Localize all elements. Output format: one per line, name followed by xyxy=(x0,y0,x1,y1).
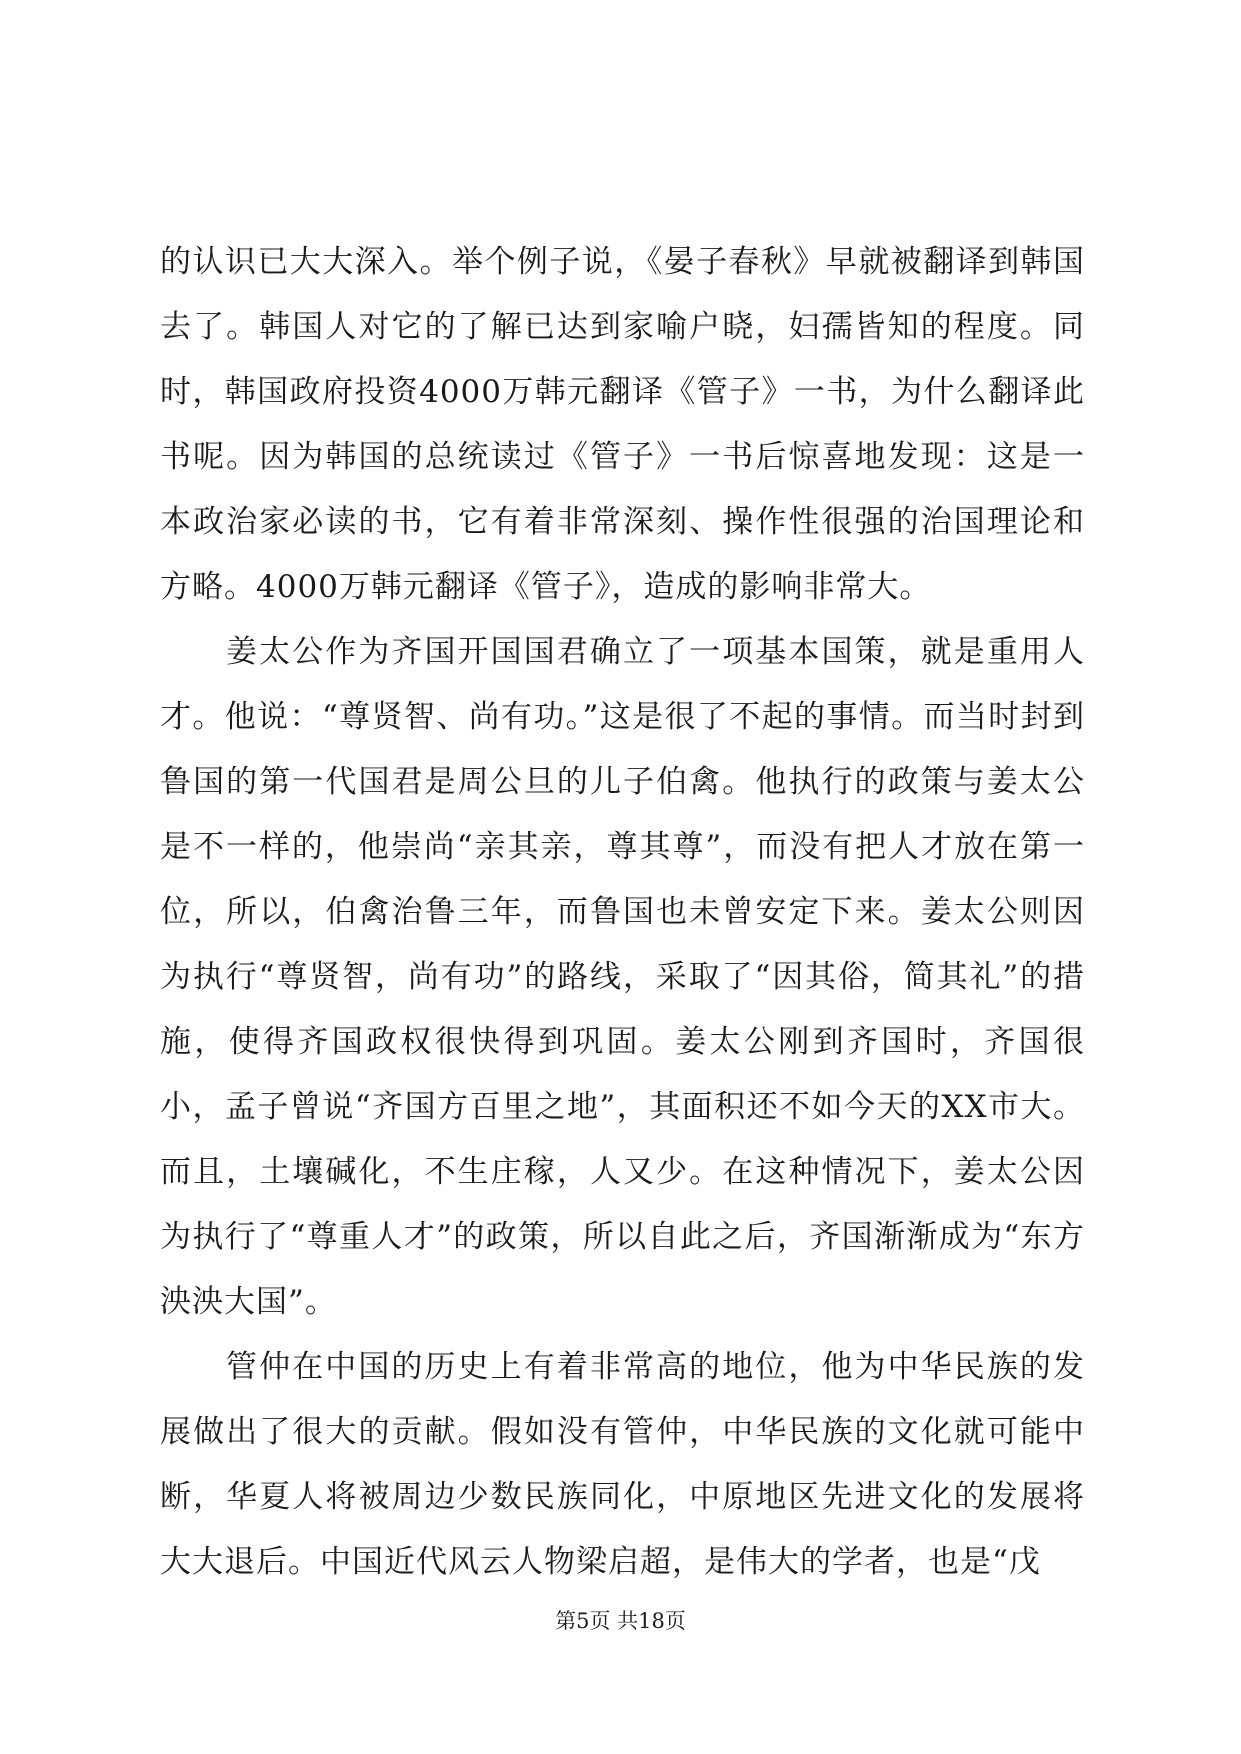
paragraph-continued: 的认识已大大深入。举个例子说，《晏子春秋》早就被翻译到韩国去了。韩国人对它的了解已达到家喻户晓，妇孺皆知的程度。同时，韩国政府投资4000万韩元翻译《管子》一书，为什么翻译此书呢。因为韩国的总统读过《管子》一书后惊喜地发现：这是一本政治家必读的书，它有着非常深刻、操作性很强的治国理论和方略。4000万韩元翻译《管子》，造成的影响非常大。 xyxy=(160,244,1085,605)
page-footer xyxy=(0,1606,1241,1636)
paragraph-jiang-taigong: 姜太公作为齐国开国国君确立了一项基本国策，就是重用人才。他说：“尊贤智、尚有功。”这是很了不起的事情。而当时封到鲁国的第一代国君是周公旦的儿子伯禽。他执行的政策与姜太公是不一样的，他崇尚“亲其亲，尊其尊”，而没有把人才放在第一位，所以，伯禽治鲁三年，而鲁国也未曾安定下来。姜太公则因为执行“尊贤智，尚有功”的路线，采取了“因其俗，简其礼”的措施，使得齐国政权很快得到巩固。姜太公刚到齐国时，齐国很小，孟子曾说“齐国方百里之地”，其面积还不如今天的XX市大。而且，土壤碱化，不生庄稼，人又少。在这种情况下，姜太公因为执行了“尊重人才”的政策，所以自此之后，齐国渐渐成为“东方泱泱大国”。 xyxy=(160,634,1085,1320)
page-number-label: 第5页 共18页 xyxy=(555,1609,686,1633)
paragraph-guan-zhong: 管仲在中国的历史上有着非常高的地位，他为中华民族的发展做出了很大的贡献。假如没有管仲，中华民族的文化就可能中断，华夏人将被周边少数民族同化，中原地区先进文化的发展将大大退后。中国近代风云人物梁启超，是伟大的学者，也是“戊 xyxy=(160,1349,1085,1580)
document-body xyxy=(160,230,1085,1595)
